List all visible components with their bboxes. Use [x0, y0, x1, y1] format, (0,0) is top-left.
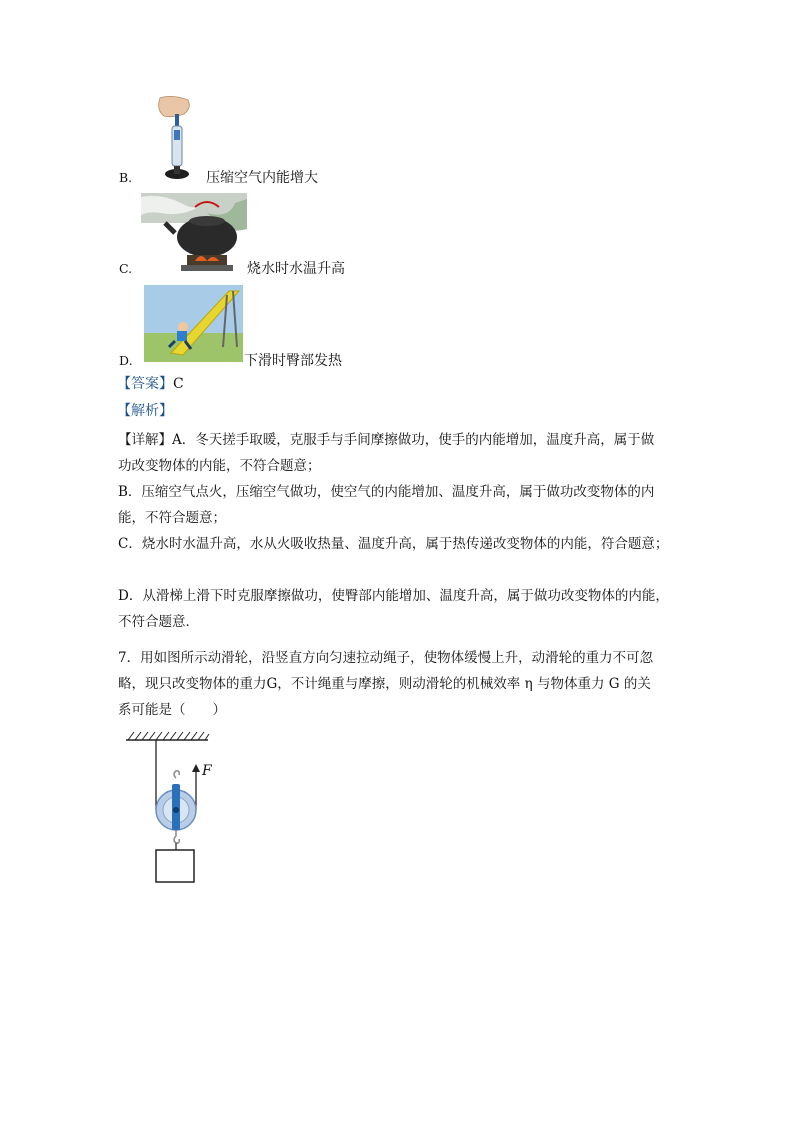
- question-line: 7．用如图所示动滑轮，沿竖直方向匀速拉动绳子，使物体缓慢上升，动滑轮的重力不可忽: [118, 650, 654, 666]
- detail-line: [118, 557, 678, 583]
- option-c-image: [141, 193, 247, 273]
- option-b-caption: 压缩空气内能增大: [206, 170, 318, 186]
- detail-line: C．烧水时水温升高，水从火吸收热量、温度升高，属于热传递改变物体的内能，符合题意；: [118, 536, 669, 552]
- answer-row: [117, 373, 184, 393]
- answer-value: C: [173, 376, 184, 392]
- detail-line: 能，不符合题意；: [118, 510, 226, 526]
- analysis-tag: 【解析】: [117, 403, 173, 419]
- detail-line: B．压缩空气点火，压缩空气做功，使空气的内能增加、温度升高，属于做功改变物体的内: [118, 484, 655, 500]
- option-c-label: C.: [119, 261, 133, 276]
- force-label: F: [202, 763, 212, 779]
- option-d-caption: 下滑时臀部发热: [244, 353, 342, 369]
- question-line: 系可能是（ ）: [118, 702, 226, 718]
- option-b-label: B.: [119, 170, 133, 185]
- pulley-figure: [120, 728, 220, 888]
- detail-line: 功改变物体的内能，不符合题意；: [118, 458, 321, 474]
- question-7: [118, 645, 678, 723]
- detail-line: 【详解】A．冬天搓手取暖，克服手与手间摩擦做功，使手的内能增加，温度升高，属于做: [118, 432, 655, 448]
- detail-line: 不符合题意．: [118, 614, 199, 630]
- option-b-image: [150, 96, 195, 182]
- option-d-image: [141, 285, 243, 362]
- answer-tag: 【答案】: [117, 376, 173, 392]
- detail-explanation: [118, 427, 678, 635]
- option-d-label: D.: [119, 353, 133, 368]
- option-c-caption: 烧水时水温升高: [247, 261, 345, 277]
- detail-line: D．从滑梯上滑下时克服摩擦做功，使臀部内能增加、温度升高，属于做功改变物体的内能，: [118, 588, 669, 604]
- question-line: 略，现只改变物体的重力G，不计绳重与摩擦，则动滑轮的机械效率 η 与物体重力 G 的关: [118, 676, 651, 692]
